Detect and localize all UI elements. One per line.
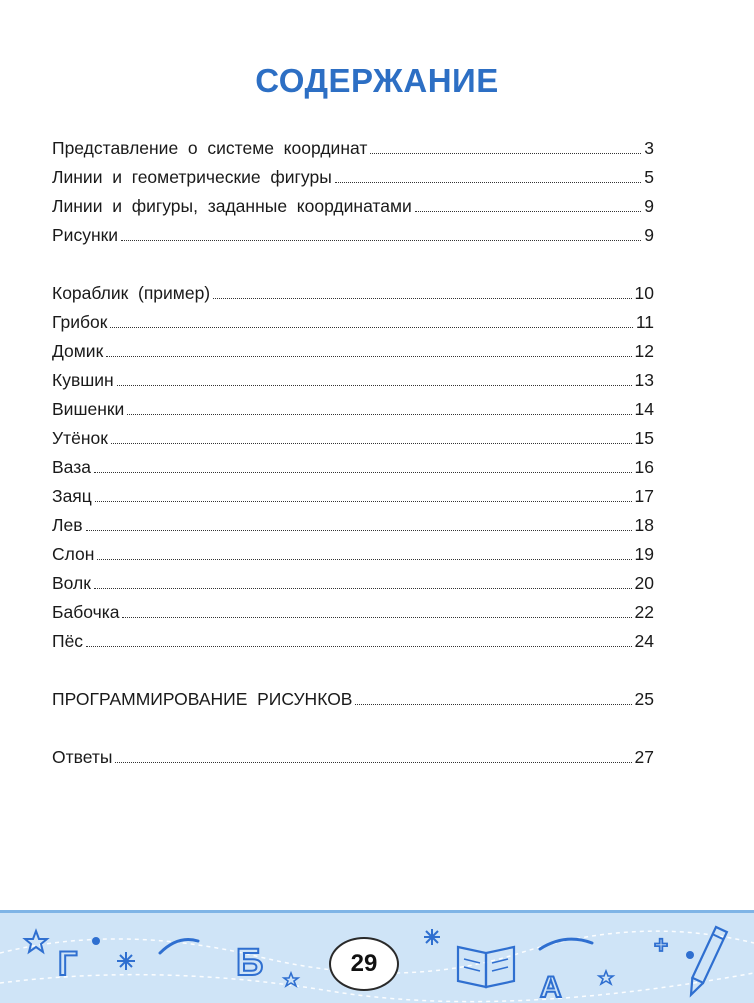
toc-entry-label: Лев: [52, 515, 83, 535]
star-icon: [599, 971, 613, 984]
letter-decoration: А: [540, 971, 562, 1003]
toc-entry[interactable]: [52, 336, 654, 362]
toc-entry-label: Домик: [52, 341, 104, 361]
toc-leader: [121, 239, 641, 241]
toc-entry-page: 22: [634, 602, 654, 622]
toc-entry[interactable]: [52, 162, 654, 188]
toc-entry[interactable]: [52, 539, 654, 565]
toc-leader: [355, 703, 631, 705]
toc-entry[interactable]: [52, 626, 654, 652]
swoosh-icon: [540, 939, 592, 949]
toc-entry[interactable]: [52, 133, 654, 159]
toc-entry[interactable]: [52, 742, 654, 768]
toc-entry-page: 3: [644, 138, 654, 158]
toc-leader: [127, 413, 631, 415]
toc-entry[interactable]: [52, 191, 654, 217]
toc-entry-label: Слон: [52, 544, 95, 564]
toc-leader: [111, 442, 632, 444]
book-icon: [458, 947, 514, 987]
toc-entry-page: 10: [634, 283, 654, 303]
toc-entry-label: Ответы: [52, 747, 113, 767]
toc-entry[interactable]: [52, 452, 654, 478]
toc-leader: [95, 500, 632, 502]
letter-decoration: +: [654, 932, 669, 959]
toc-entry-label: Бабочка: [52, 602, 120, 622]
toc-leader: [370, 152, 641, 154]
toc-entry-label: Представление о системе координат: [52, 138, 368, 158]
toc-entry-page: 9: [644, 225, 654, 245]
pencil-icon: [686, 927, 727, 997]
toc-entry-page: 11: [635, 312, 654, 332]
toc-entry[interactable]: [52, 423, 654, 449]
toc-leader: [415, 210, 641, 212]
toc-leader: [94, 471, 632, 473]
dot-icon: [92, 937, 100, 945]
toc-leader: [335, 181, 641, 183]
snowflake-icon: [117, 952, 135, 970]
toc-entry-page: 12: [634, 341, 654, 361]
toc-entry-label: Кувшин: [52, 370, 114, 390]
toc-leader: [115, 761, 631, 763]
toc-leader: [213, 297, 631, 299]
toc-entry-label: Линии и геометрические фигуры: [52, 167, 332, 187]
toc-entry-page: 19: [634, 544, 654, 564]
toc-entry[interactable]: [52, 684, 654, 710]
toc-entry[interactable]: [52, 568, 654, 594]
toc-entry-page: 9: [644, 196, 654, 216]
toc-leader: [122, 616, 631, 618]
toc-entry-label: Ваза: [52, 457, 91, 477]
toc-entry-page: 24: [634, 631, 654, 651]
toc-entry-page: 17: [634, 486, 654, 506]
dot-icon: [686, 951, 694, 959]
star-icon: [284, 973, 298, 986]
toc-entry-page: 5: [644, 167, 654, 187]
page-number: 29: [329, 937, 399, 991]
toc-entry[interactable]: [52, 220, 654, 246]
toc-entry-page: 18: [634, 515, 654, 535]
toc-entry[interactable]: [52, 278, 654, 304]
toc-leader: [110, 326, 632, 328]
toc-entry-label: Заяц: [52, 486, 92, 506]
toc-leader: [106, 355, 631, 357]
toc-leader: [86, 645, 631, 647]
toc-entry-page: 16: [634, 457, 654, 477]
toc-entry[interactable]: [52, 394, 654, 420]
toc-entry-label: Рисунки: [52, 225, 119, 245]
toc-entry-page: 25: [634, 689, 654, 709]
toc-leader: [86, 529, 632, 531]
toc-entry[interactable]: [52, 365, 654, 391]
toc-entry-label: Кораблик (пример): [52, 283, 211, 303]
toc-entry[interactable]: [52, 481, 654, 507]
star-icon: [25, 931, 47, 952]
letter-decoration: Г: [58, 945, 78, 983]
toc-entry-label: Линии и фигуры, заданные координатами: [52, 196, 412, 216]
toc-entry-page: 14: [634, 399, 654, 419]
toc-leader: [97, 558, 631, 560]
toc-entry[interactable]: [52, 597, 654, 623]
page-title: СОДЕРЖАНИЕ: [255, 62, 499, 99]
swoosh-icon: [160, 940, 198, 954]
snowflake-icon: [424, 929, 440, 945]
toc-entry-label: Утёнок: [52, 428, 108, 448]
letter-decoration: Б: [236, 942, 264, 984]
toc-entry-page: 15: [634, 428, 654, 448]
toc-entry-label: Грибок: [52, 312, 108, 332]
toc-entry[interactable]: [52, 307, 654, 333]
toc-entry-page: 27: [634, 747, 654, 767]
toc-entry-page: 13: [634, 370, 654, 390]
toc-entry[interactable]: [52, 510, 654, 536]
toc-entry-label: Волк: [52, 573, 91, 593]
toc-leader: [117, 384, 632, 386]
toc-leader: [94, 587, 632, 589]
toc-entry-label: Пёс: [52, 631, 84, 651]
toc-entry-label: ПРОГРАММИРОВАНИЕ РИСУНКОВ: [52, 689, 353, 709]
toc-entry-label: Вишенки: [52, 399, 125, 419]
toc-entry-page: 20: [634, 573, 654, 593]
